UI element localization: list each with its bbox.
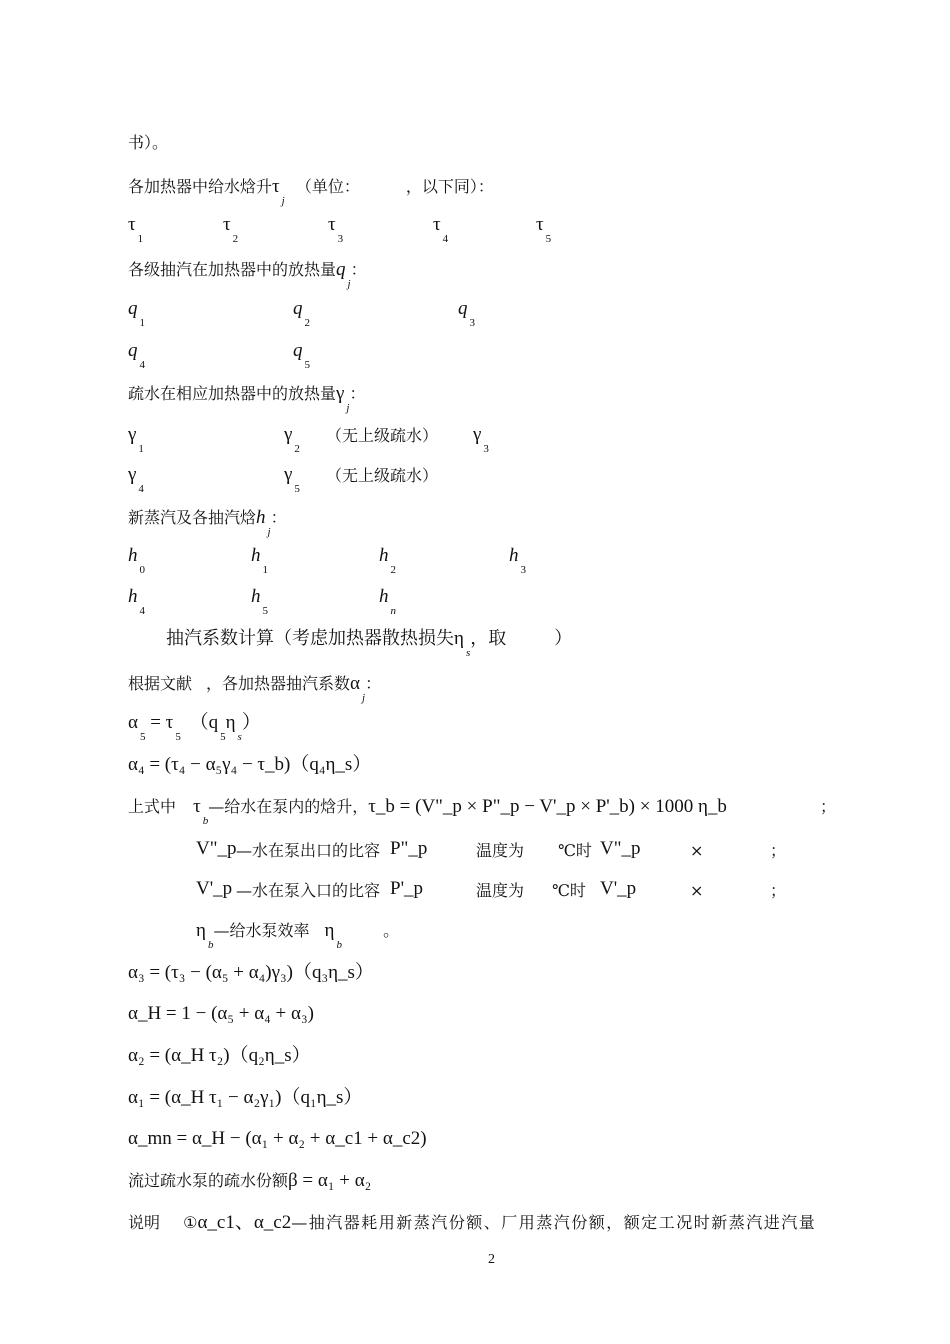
beta-label: 流过疏水泵的疏水份额 [128,1171,289,1190]
times-sign: × [690,841,704,860]
section-heading-text: 抽汽系数计算（考虑加热器散热损失 [166,628,454,649]
tau-b-subscript: b [202,815,209,827]
note-symbols: α_c1、α_c2 [197,1212,292,1233]
alpha-symbol: α [350,673,360,694]
enthalpy-line [128,507,287,538]
gamma-1: $\gamma_1$ [128,424,144,455]
note-number: ① [183,1213,198,1232]
q-3: $q_3$ [458,298,475,329]
semicolon: ； [770,841,787,860]
vp-out-desc: —水在泵出口的比容 [236,841,381,860]
colon: ： [365,674,382,693]
feedwater-rise-label: 各加热器中给水焓升 [128,177,273,196]
unit-tail: ，以下同）： [405,177,494,196]
tau-1: $\tau_1$ [128,214,144,245]
gamma-5: $\gamma_5$ [284,464,300,495]
tau-b-pre: 上式中 [128,797,177,816]
vp-in-value-symbol: V'_p [600,878,637,899]
q-5: $q_5$ [293,340,310,371]
page-number: 2 [488,1252,495,1267]
pp-in-symbol: P'_p [390,878,423,899]
q-symbol: q [336,259,346,280]
gamma-2: $\gamma_2$ [284,424,300,455]
gamma-subscript: j [346,402,350,414]
tau-5: $\tau_5$ [536,214,552,245]
degree-label: ℃时 [558,841,592,860]
tau-b-definition [128,796,837,827]
period: 。 [383,921,400,940]
feedwater-rise-line [128,176,494,207]
note-line [128,1212,816,1234]
q-subscript: j [347,278,351,290]
vp-out-value-symbol: V"_p [600,838,641,859]
pump-efficiency [196,920,400,951]
beta-line [128,1170,371,1192]
note-pre: 说明 [128,1213,161,1232]
eta-b-desc: —给水泵效率 [213,921,310,940]
h-4: $h_4$ [128,586,145,617]
gamma-3: $\gamma_3$ [473,424,489,455]
tau-3: $\tau_3$ [328,214,344,245]
eta-b-symbol: η [196,920,206,941]
no-upper-drain-note-2: （无上级疏水） [326,426,439,445]
note-desc: —抽汽器耗用新蒸汽份额、厂用蒸汽份额，额定工况时新蒸汽进汽量 [291,1213,817,1232]
times-sign: × [690,881,704,900]
eta-symbol: η [454,628,464,649]
tau-b-symbol: τ [193,796,201,817]
vp-in-symbol: V'_p [196,878,233,899]
tau-4: $\tau_4$ [433,214,449,245]
eta-b-subscript: b [207,939,214,951]
pp-out-symbol: P"_p [390,838,428,859]
colon: ： [350,260,367,279]
tau-b-formula: τ_b = (V"_p × P"_p − V'_p × P'_b) × 1000 η_b [368,796,727,817]
equation-alpha-1: α₁ = (α_H τ₁ − α₂γ₁)（q₁η_s） [128,1087,363,1108]
gamma-symbol: γ [336,383,345,404]
equation-alpha-h: α_H = 1 − (α₅ + α₄ + α₃) [128,1003,314,1024]
section-heading [166,628,573,659]
eta-b-subscript-2: b [336,939,342,951]
h-5: $h_5$ [251,586,268,617]
section-heading-tail: ，取 [470,628,507,649]
tau-2: $\tau_2$ [223,214,239,245]
q-2: $q_2$ [293,298,310,329]
alpha-subscript: j [362,692,366,704]
equation-alpha-mn: α_mn = α_H − (α₁ + α₂ + α_c1 + α_c2) [128,1128,427,1149]
equation-alpha-3: α₃ = (τ₃ − (α₅ + α₄)γ₃)（q₃η_s） [128,962,374,983]
tau-b-desc: —给水在泵内的焓升， [208,797,369,816]
tau-b-tail: ； [820,797,837,816]
heat-release-label: 各级抽汽在加热器中的放热量 [128,260,337,279]
degree-label: ℃时 [552,881,586,900]
h-3: $h_3$ [509,545,526,576]
enthalpy-label: 新蒸汽及各抽汽焓 [128,508,257,527]
drain-heat-label: 疏水在相应加热器中的放热量 [128,384,337,403]
h-0: $h_0$ [128,545,145,576]
vp-in-desc: —水在泵入口的比容 [236,881,381,900]
h-n: $h_n$ [379,586,396,617]
beta-formula: β = α₁ + α₂ [288,1170,372,1191]
h-1: $h_1$ [251,545,268,576]
equation-alpha-4: α₄ = (τ₄ − α₅γ₄ − τ_b)（q₄η_s） [128,754,372,775]
equation-alpha-5: $\alpha_5 = \tau_5$ $(q_5\eta_s)$ [128,712,261,743]
equation-alpha-2: α₂ = (α_H τ₂)（q₂η_s） [128,1045,311,1066]
section-heading-close: ） [554,628,573,649]
drain-heat-line [128,383,366,414]
h-symbol: h [256,507,266,528]
intro-tail: 书）。 [128,133,169,152]
ref-post: ，各加热器抽汽系数 [206,674,351,693]
temp-label: 温度为 [476,841,525,860]
q-1: $q_1$ [128,298,145,329]
eta-b-symbol-2: η [324,920,335,941]
temp-label: 温度为 [476,881,525,900]
heat-release-line [128,259,367,290]
ref-pre: 根据文献 [128,674,193,693]
unit-note: （单位： [295,177,352,196]
h-2: $h_2$ [379,545,396,576]
eta-subscript: s [465,647,471,659]
q-4: $q_4$ [128,340,145,371]
vp-out-symbol: V"_p [196,838,237,859]
tau-symbol: τ [272,176,280,197]
semicolon: ； [770,881,787,900]
h-subscript: j [267,526,271,538]
gamma-4: $\gamma_4$ [128,464,144,495]
colon: ： [270,508,287,527]
tau-subscript: j [281,195,285,207]
reference-line [128,673,382,704]
colon: ： [349,384,366,403]
no-upper-drain-note-5: （无上级疏水） [326,466,439,485]
